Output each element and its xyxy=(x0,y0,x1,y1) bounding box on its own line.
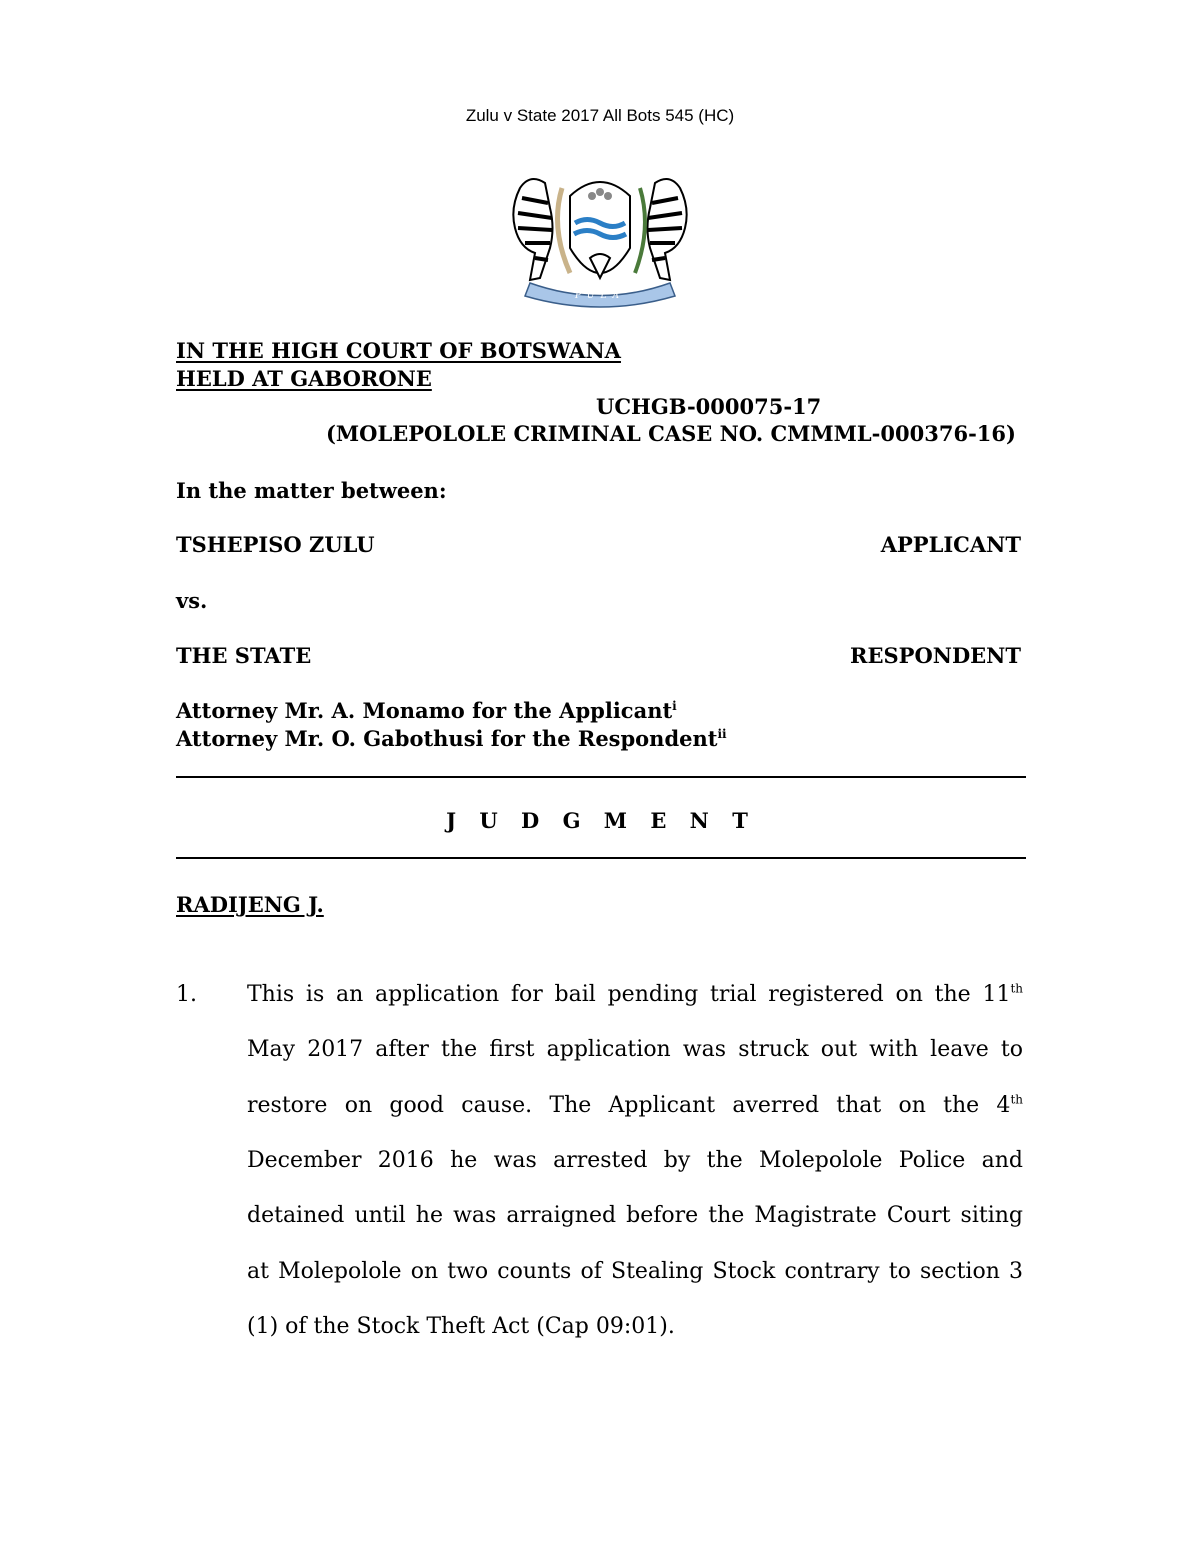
applicant-name: TSHEPISO ZULU xyxy=(176,532,375,557)
judgment-title: J U D G M E N T xyxy=(446,808,756,833)
right-zebra-icon xyxy=(648,179,687,280)
respondent-name: THE STATE xyxy=(176,643,312,668)
applicant-role: APPLICANT xyxy=(880,532,1021,557)
paragraph-line: December 2016 he was arrested by the Molepolole Police and xyxy=(247,1148,1023,1173)
related-case-number: (MOLEPOLOLE CRIMINAL CASE NO. CMMML-000376-16) xyxy=(326,421,1016,446)
matter-intro: In the matter between: xyxy=(176,478,447,503)
paragraph-line: This is an application for bail pending trial registered on the 11th xyxy=(247,981,1023,1007)
paragraph-number: 1. xyxy=(176,982,197,1007)
left-zebra-icon xyxy=(513,179,552,280)
emblem-motto: PULA xyxy=(575,291,625,301)
respondent-counsel xyxy=(176,726,727,751)
case-number: UCHGB-000075-17 xyxy=(596,394,822,419)
coat-of-arms-emblem xyxy=(500,168,700,308)
footnote-ref-ii[interactable]: ii xyxy=(717,727,727,741)
top-divider xyxy=(176,776,1026,778)
respondent-role: RESPONDENT xyxy=(850,643,1021,668)
court-location: HELD AT GABORONE xyxy=(176,366,432,391)
court-title: IN THE HIGH COURT OF BOTSWANA xyxy=(176,338,621,363)
shield-icon xyxy=(570,182,630,278)
running-header: Zulu v State 2017 All Bots 545 (HC) xyxy=(465,106,735,125)
judge-name: RADIJENG J. xyxy=(176,892,324,917)
applicant-counsel xyxy=(176,698,677,723)
paragraph-line: restore on good cause. The Applicant averred that on the 4th xyxy=(247,1092,1023,1118)
footnote-ref-i[interactable]: i xyxy=(672,699,677,713)
paragraph-line: at Molepolole on two counts of Stealing Stock contrary to section 3 xyxy=(247,1259,1023,1284)
paragraph-line: May 2017 after the first application was struck out with leave to xyxy=(247,1037,1023,1062)
respondent-counsel-text: Attorney Mr. O. Gabothusi for the Respondent xyxy=(176,726,718,751)
applicant-counsel-text: Attorney Mr. A. Monamo for the Applicant xyxy=(176,698,673,723)
versus-label: vs. xyxy=(176,588,208,613)
bottom-divider xyxy=(176,857,1026,859)
paragraph-line: (1) of the Stock Theft Act (Cap 09:01). xyxy=(247,1314,675,1339)
paragraph-line: detained until he was arraigned before the Magistrate Court siting xyxy=(247,1203,1023,1228)
